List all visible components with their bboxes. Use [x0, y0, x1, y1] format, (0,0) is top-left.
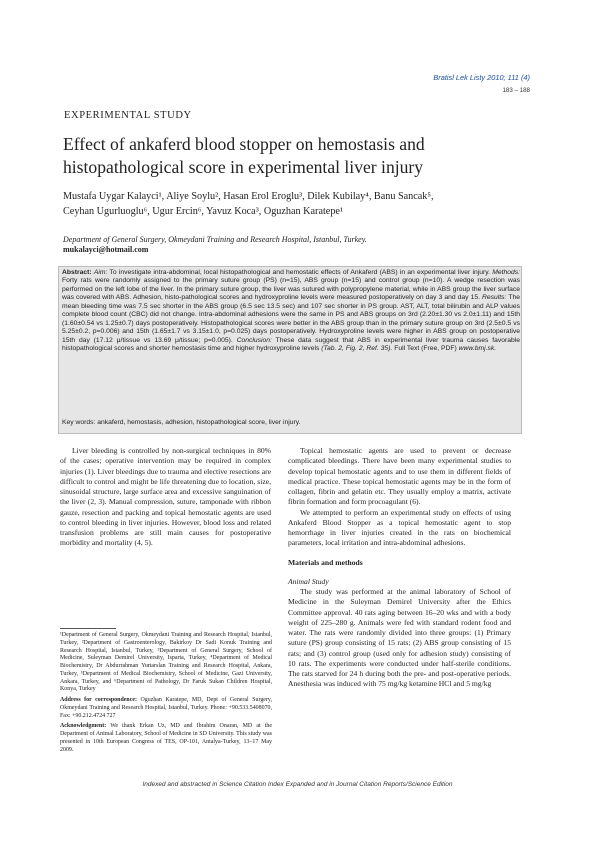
aim-text: To investigate intra-abdominal, local histopathological and hemostatic effects of Ankaferd (ABS) in an experimental liver injury. [109, 269, 490, 276]
conclusion-label: Conclusion: [236, 336, 272, 344]
acknowledgment-text: We thank Erkan Uz, MD and Ibrahim Onaran, MD at the Department of Animal Laboratory, School of Medicine in SD University. This study was presented in 10th European Congress of TES, OP-101, Antalya-Turkey, 13–17 May 2009. [60, 723, 272, 753]
references-count: (Tab. 2, Fig. 2, Ref. 35). [321, 345, 393, 353]
acknowledgment-footnote [60, 723, 272, 754]
author-email[interactable]: mukalayci@hotmail.com [63, 245, 149, 254]
animal-study-heading: Animal Study [288, 576, 329, 586]
body-right-column [288, 446, 511, 690]
section-label: EXPERIMENTAL STUDY [64, 110, 192, 121]
author-list [63, 189, 543, 219]
authors-line-1: Mustafa Uygar Kalayci¹, Aliye Soylu², Hasan Erol Eroglu³, Dilek Kubilay⁴, Banu Sancak⁵, [63, 191, 434, 202]
abstract-label: Abstract: [62, 269, 92, 276]
materials-methods-heading: Materials and methods [288, 557, 363, 567]
journal-url[interactable]: www.bmj.sk. [458, 345, 497, 353]
department-affiliation: Department of General Surgery, Okmeydani Training and Research Hospital, Istanbul, Turkey. [63, 235, 367, 244]
body-left-column [60, 446, 271, 549]
hemostatic-agents-paragraph: Topical hemostatic agents are used to prevent or decrease complicated bleedings. There have been many experimental studies to develop topical hemostatic agents and to use them in different fields of medical practice. These topical hemostatic agents may be in the form of collagen, fibrin and gelatin etc. They usually employ a matrix, activate fibrin formation and form procoagulant (6). [288, 446, 511, 507]
acknowledgment-label: Acknowledgment: [60, 723, 107, 730]
intro-paragraph: Liver bleeding is controlled by non-surgical techniques in 80% of the cases; operative intervention may be required in complex injuries (1). Liver bleedings due to trauma and elective resections are difficult to control and might be life threatening due to location, size, sinusoidal structure, large surface area and excessive sanguination of the liver (2, 3). Manual compression, suture, tamponade with ribbon gauze, resection and packing and topical hemostatic agents are used to control bleeding in liver injuries. However, blood loss and related transfusion problems are still main causes for postoperative morbidity and mortality (4, 5). [60, 446, 271, 548]
methods-label: Methods: [492, 269, 520, 276]
title-line-1: Effect of ankaferd blood stopper on hemostasis and [63, 134, 425, 154]
animal-study-paragraph: The study was performed at the animal laboratory of School of Medicine in the Suleyman Demirel University after the Ethics Committee approval. 40 rats aging between 16–20 wks and with a body weight of 225–280 g. Animals were fed with standard rodent food and water. The rats were randomly divided into three groups: (1) Primary suture (PS) group consisting of 15 rats; (2) ABS group consisting of 15 rats; and (3) control group (used only for adhesion study) consisting of 10 rats. The experiments were conducted under half-sterile conditions. The rats starved for 24 h during both the pre- and post-operative periods. Anesthesia was induced with 75 mg/kg ketamine HCl and 5 mg/kg [288, 587, 511, 689]
keywords-label: Key words: [62, 419, 96, 426]
conclusion-text: These data suggest that ABS in experimental liver trauma causes favorable histopathological scores and shorter hemostasis time and higher hydroxyproline levels [62, 336, 520, 353]
full-text-note: Full Text (Free, PDF) [394, 345, 457, 353]
study-aim-paragraph: We attempted to perform an experimental study on effects of using Ankaferd Blood Stopper as a topical hemostatic agent to stop hemorrhage in liver injuries created in the rats on biochemical parameters, local irritation and intra-abdominal adhesions. [288, 507, 511, 548]
keywords-text: ankaferd, hemostasis, adhesion, histopathological score, liver injury. [97, 419, 301, 426]
correspondence-text: Oguzhan Karatepe, MD, Dept of General Surgery, Okmeydani Training and Research Hospital, Istanbul, Turkey. Phone: +90.533.5408070, Fax: +90.212.4724 727 [60, 697, 272, 719]
abstract-text [62, 269, 520, 354]
indexing-footer: Indexed and abstracted in Science Citation Index Expanded and in Journal Citation Reports/Science Edition [142, 781, 453, 788]
footnote-divider [60, 628, 116, 629]
article-title [63, 133, 493, 179]
page-range: 183 – 188 [502, 87, 530, 94]
results-label: Results: [482, 294, 507, 302]
keywords [62, 419, 520, 427]
footnotes [60, 632, 272, 757]
results-text: The mean bleeding time was 7.5 sec shorter in the ABS group (6.5 sec 13.5 sec) and 107 sec shorter in PS group. AST, ALT, total bilirubin and ALP values complete blood count (CBC) did not change. Intra-abdominal adhesions were the same in PS and ABS groups on 3rd (2.20±1.30 vs 2.0±1.11) and 15th (1.60±0.54 vs 1.25±0.7) days postoperatively. Histopathological scores were better in the ABS group than in the primary suture group on 3rd (2.5±0.5 vs 5.25±0.2, p=0.006) and 15th (1.65±1.7 vs 3.15±1.0, p=0.025) days postoperatively. Hydroxyproline levels were higher in ABS group on postoperative 15th day (17.12 μ/tissue vs 13.69 μ/tissue; p=0.005). [62, 294, 520, 344]
aim-label: Aim: [93, 269, 108, 276]
correspondence-label: Address for correspondence: [60, 697, 137, 703]
correspondence-footnote [60, 697, 272, 720]
journal-citation: Bratisl Lek Listy 2010; 111 (4) [433, 73, 530, 82]
affiliations-footnote: ¹Department of General Surgery, Okmeydani Training and Research Hospital, Istanbul, Turkey, ²Department of Gastroenterology, Bakirkoy Dr Sadi Konuk Training and Research Hospital, Istanbul, Turkey, ³Department of General Surgery, School of Medicine, Suleyman Demirel University, Isparta, Turkey, ⁴Department of Medical Biochemistry, Dr Abdurrahman Yurtarslan Training and Research Hospital, Ankara, Turkey, ⁵Department of Medical Biochemistry, School of Medicine, Gazi University, Ankara, Turkey, and ⁶Department of Pathology, Dr Faruk Sukan Children Hospital, Konya, Turkey [60, 632, 272, 693]
methods-text: Forty rats were randomly assigned to the primary suture group (PS) (n=15), ABS group (n=15) and control group (n=10). A wedge resection was performed on the left lobe of the liver. In the primary suture group, the liver was sutured with polypropylene material, while in ABS group the liver surface was covered with ABS. Adhesion, histo-pathological scores and hydroxyproline levels were measured postoperatively on day 3 and day 15. [62, 277, 520, 302]
authors-line-2: Ceyhan Ugurluoglu⁶, Ugur Ercin⁶, Yavuz Koca³, Oguzhan Karatepe¹ [63, 206, 343, 217]
title-line-2: histopathological score in experimental liver injury [63, 157, 424, 177]
